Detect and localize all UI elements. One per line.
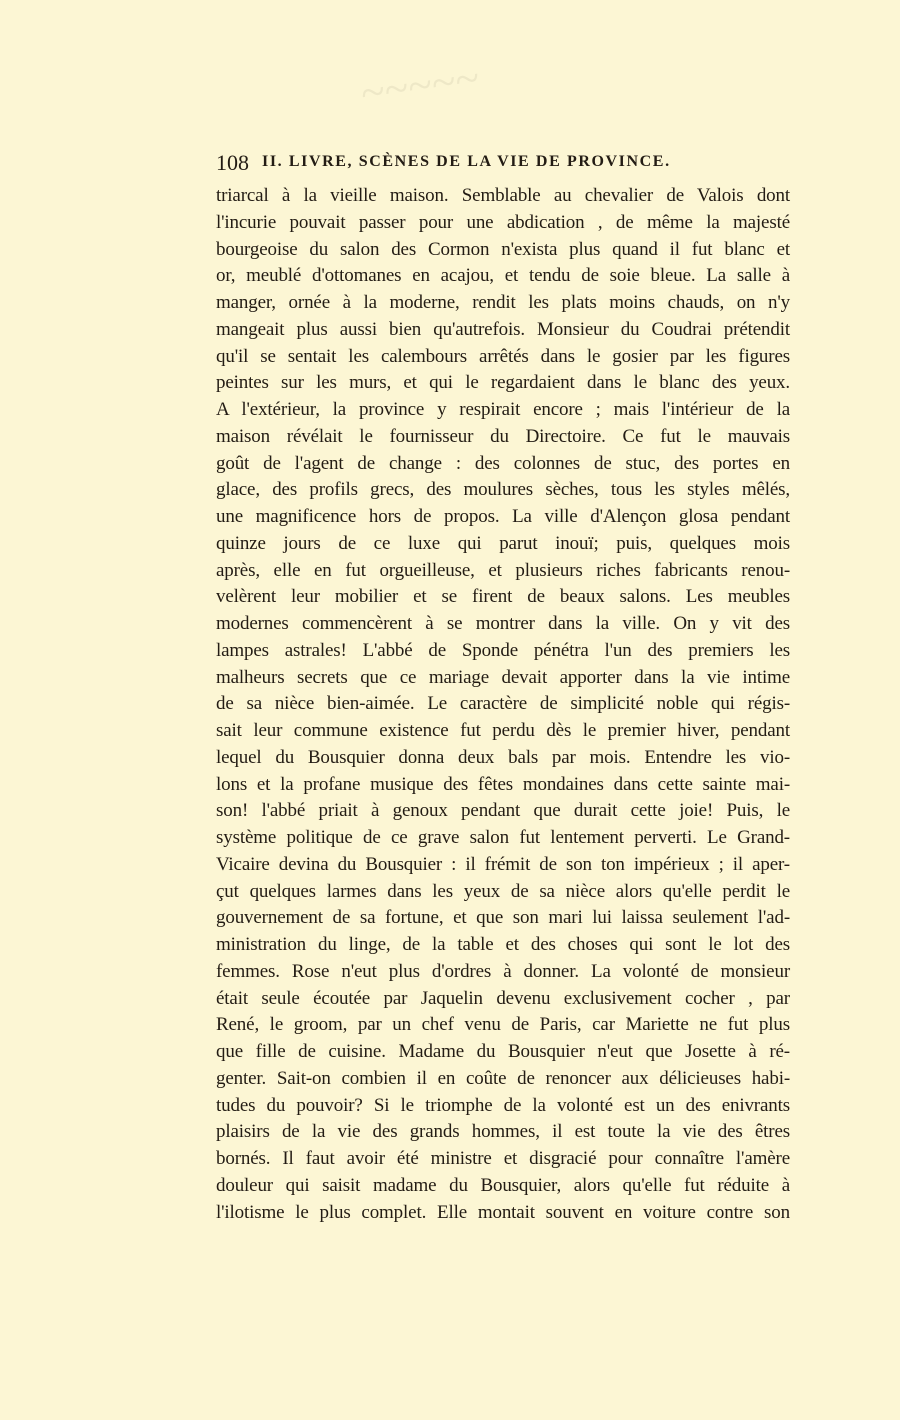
text-line: lampes astrales! L'abbé de Sponde pénétra l'un des premiers les — [216, 639, 790, 661]
text-line: modernes commencèrent à se montrer dans la ville. On y vit des — [216, 613, 790, 634]
text-line: René, le groom, par un chef venu de Paris, car Mariette ne fut plus — [216, 1014, 790, 1036]
text-line: était seule écoutée par Jaquelin devenu exclusivement cocher , par — [216, 987, 790, 1009]
text-line: que fille de cuisine. Madame du Bousquier n'eut que Josette à ré- — [216, 1041, 790, 1062]
text-line: malheurs secrets que ce mariage devait apporter dans la vie intime — [216, 666, 790, 688]
text-line: lons et la profane musique des fêtes mondaines dans cette sainte mai- — [216, 773, 790, 795]
text-line: manger, ornée à la moderne, rendit les plats moins chauds, on n'y — [216, 292, 790, 313]
text-line: sait leur commune existence fut perdu dès le premier hiver, pendant — [216, 720, 790, 741]
text-line: glace, des profils grecs, des moulures sèches, tous les styles mêlés, — [216, 479, 790, 501]
text-line: peintes sur les murs, et qui le regardaient dans le blanc des yeux. — [216, 372, 790, 394]
text-line: or, meublé d'ottomanes en acajou, et tendu de soie bleue. La salle à — [216, 265, 790, 287]
text-line: femmes. Rose n'eut plus d'ordres à donner. La volonté de monsieur — [216, 960, 790, 982]
text-line: Vicaire devina du Bousquier : il frémit de son ton impérieux ; il aper- — [216, 853, 790, 875]
text-line: qu'il se sentait les calembours arrêtés dans le gosier par les figures — [216, 345, 790, 367]
text-line: gouvernement de sa fortune, et que son mari lui laissa seulement l'ad- — [216, 907, 790, 929]
page-header — [216, 150, 790, 178]
text-line: bornés. Il faut avoir été ministre et disgracié pour connaître l'amère — [216, 1148, 790, 1169]
bleed-through-mark: ~~~~~ — [357, 52, 482, 119]
text-line: bourgeoise du salon des Cormon n'exista plus quand il fut blanc et — [216, 238, 790, 260]
text-line: mangeait plus aussi bien qu'autrefois. Monsieur du Coudrai prétendit — [216, 318, 790, 340]
text-line: son! l'abbé priait à genoux pendant que durait cette joie! Puis, le — [216, 800, 790, 822]
text-line: quinze jours de ce luxe qui parut inouï; puis, quelques mois — [216, 532, 790, 554]
page-number: 108 — [216, 150, 249, 175]
text-line: genter. Sait-on combien il en coûte de renoncer aux délicieuses habi- — [216, 1067, 790, 1089]
text-line: plaisirs de la vie des grands hommes, il est toute la vie des êtres — [216, 1121, 790, 1143]
text-line: l'incurie pouvait passer pour une abdication , de même la majesté — [216, 211, 790, 233]
running-title: II. LIVRE, SCÈNES DE LA VIE DE PROVINCE. — [262, 153, 671, 170]
text-line: de sa nièce bien-aimée. Le caractère de simplicité noble qui régis- — [216, 693, 790, 715]
body-text — [216, 183, 790, 1226]
text-line: maison révélait le fournisseur du Directoire. Ce fut le mauvais — [216, 425, 790, 447]
text-line: tudes du pouvoir? Si le triomphe de la volonté est un des enivrants — [216, 1094, 790, 1116]
text-line: A l'extérieur, la province y respirait encore ; mais l'intérieur de la — [216, 399, 790, 420]
text-line: une magnificence hors de propos. La ville d'Alençon glosa pendant — [216, 506, 790, 527]
text-line: l'ilotisme le plus complet. Elle montait souvent en voiture contre son — [216, 1201, 790, 1223]
text-line: après, elle en fut orgueilleuse, et plusieurs riches fabricants renou- — [216, 559, 790, 581]
text-line: lequel du Bousquier donna deux bals par mois. Entendre les vio- — [216, 746, 790, 768]
text-line: système politique de ce grave salon fut lentement perverti. Le Grand- — [216, 827, 790, 848]
text-line: çut quelques larmes dans les yeux de sa nièce alors qu'elle perdit le — [216, 880, 790, 902]
text-line: triarcal à la vieille maison. Semblable au chevalier de Valois dont — [216, 185, 790, 206]
text-line: goût de l'agent de change : des colonnes de stuc, des portes en — [216, 452, 790, 474]
text-line: velèrent leur mobilier et se firent de beaux salons. Les meubles — [216, 586, 790, 608]
text-line: ministration du linge, de la table et des choses qui sont le lot des — [216, 934, 790, 955]
text-line: douleur qui saisit madame du Bousquier, alors qu'elle fut réduite à — [216, 1174, 790, 1196]
